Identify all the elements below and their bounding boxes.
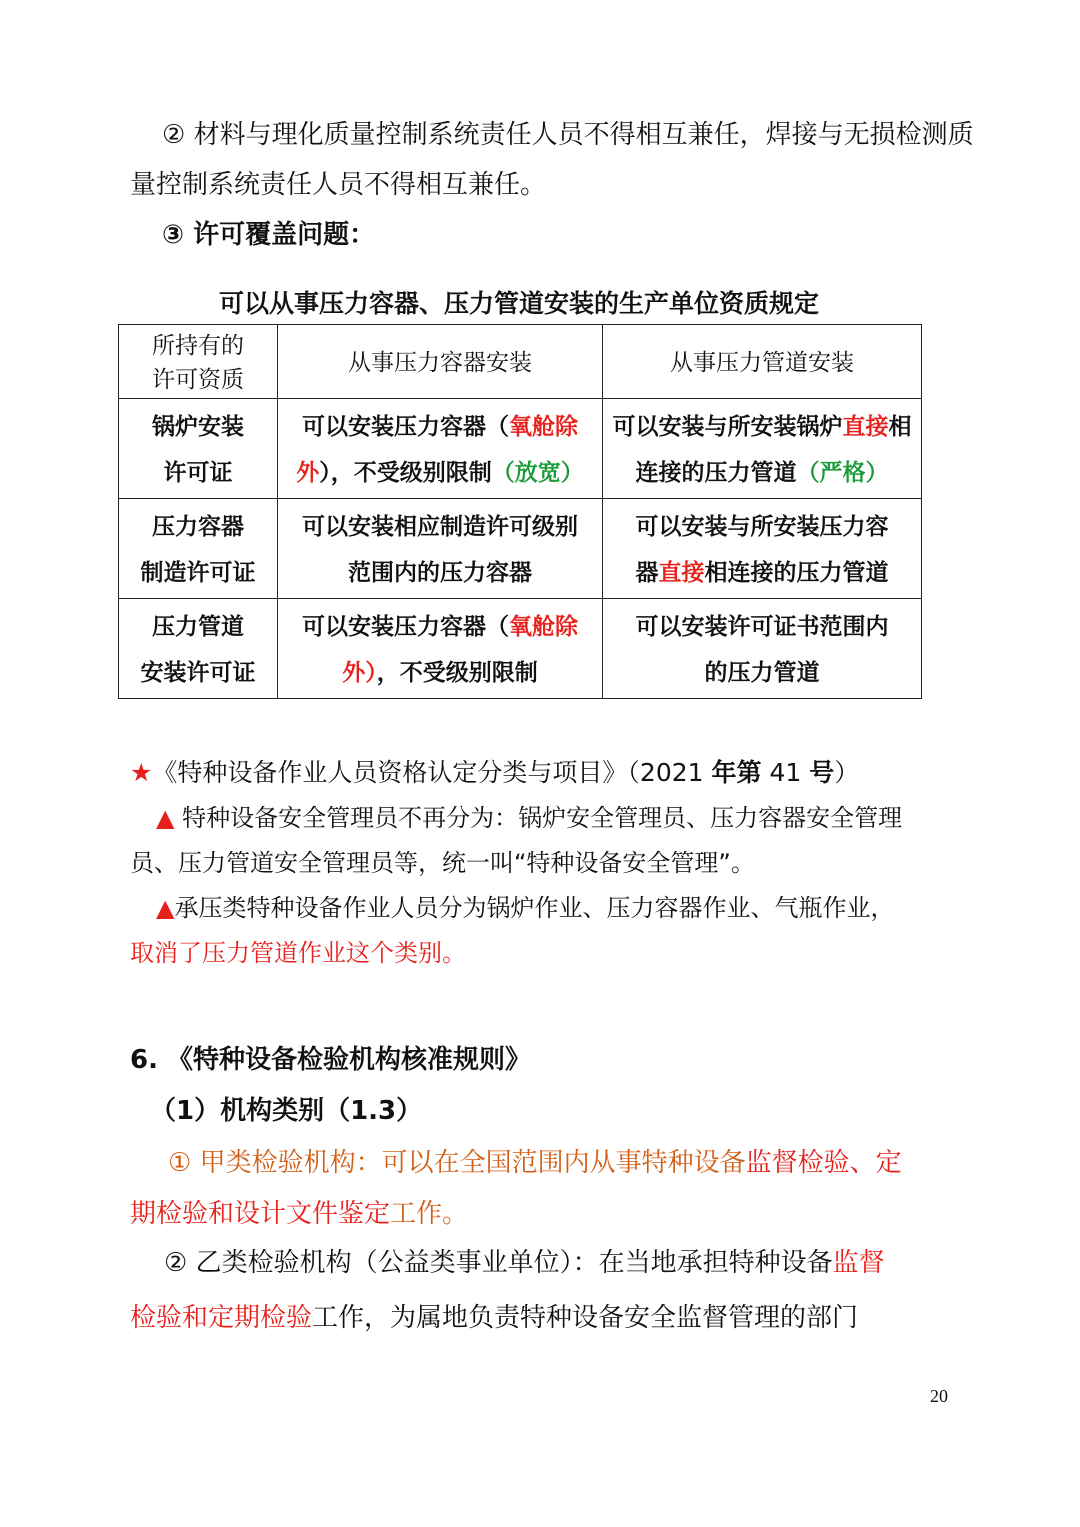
table-row [119,499,922,599]
notice-p1-line1: ▲ 特种设备安全管理员不再分为：锅炉安全管理员、压力容器安全管理 [156,804,903,832]
page-number: 20 [930,1386,948,1406]
section6-heading: 6. 《特种设备检验机构核准规则》 [130,1045,532,1075]
class-a-line1: ① 甲类检验机构：可以在全国范围内从事特种设备监督检验、定 [168,1148,902,1178]
row-vessel-mfg-pipe-cell: 可以安装与所安装压力容 器直接相连接的压力管道 [603,499,922,599]
table-caption: 可以从事压力容器、压力管道安装的生产单位资质规定 [218,289,819,318]
table-row [119,599,922,699]
class-a-line2: 期检验和设计文件鉴定工作。 [130,1199,469,1229]
row-boiler-license: 锅炉安装 许可证 [119,399,278,499]
item3-heading [162,222,375,248]
row-pipe-install-vessel-cell: 可以安装压力容器（氧舱除 外），不受级别限制 [278,599,603,699]
qualification-table [118,324,922,699]
triangle-icon: ▲ [156,804,175,832]
row-vessel-mfg-vessel-cell: 可以安装相应制造许可级别 范围内的压力容器 [278,499,603,599]
item3-text: 许可覆盖问题： [193,220,376,250]
notice-p2-line1: ▲承压类特种设备作业人员分为锅炉作业、压力容器作业、气瓶作业， [156,894,895,922]
row-boiler-pipe-cell: 可以安装与所安装锅炉直接相 连接的压力管道（严格） [603,399,922,499]
header-cell-vessel-install: 从事压力容器安装 [278,325,603,399]
class-b-line2: 检验和定期检验工作，为属地负责特种设备安全监督管理的部门 [130,1303,859,1333]
circled-2-marker: ② [162,120,186,150]
table-row [119,399,922,499]
item2-text: 材料与理化质量控制系统责任人员不得相互兼任，焊接与无损检测质 [193,120,974,150]
section6-subheading: （1）机构类别（1.3） [150,1096,423,1126]
circled-2-marker: ② [164,1248,188,1278]
notice-p2-line2: 取消了压力管道作业这个类别。 [130,939,466,967]
star-icon: ★ [130,758,153,787]
notice-p1-line2: 员、压力管道安全管理员等，统一叫“特种设备安全管理”。 [130,849,755,877]
header-cell-qualification: 所持有的 许可资质 [119,325,278,399]
row-pipe-install-pipe-cell: 可以安装许可证书范围内 的压力管道 [603,599,922,699]
item2-line1 [162,122,974,148]
header-cell-pipe-install: 从事压力管道安装 [603,325,922,399]
table-header-row [119,325,922,399]
class-b-line1: ② 乙类检验机构（公益类事业单位）：在当地承担特种设备监督 [164,1248,885,1278]
row-boiler-vessel-cell: 可以安装压力容器（氧舱除 外），不受级别限制（放宽） [278,399,603,499]
triangle-icon: ▲ [156,894,175,922]
circled-1-marker: ① [168,1148,192,1178]
row-vessel-mfg-license: 压力容器 制造许可证 [119,499,278,599]
notice-title: ★《特种设备作业人员资格认定分类与项目》（2021 年第 41 号） [130,758,860,787]
circled-3-marker: ③ [162,220,185,250]
item2-line2: 量控制系统责任人员不得相互兼任。 [130,170,547,200]
row-pipe-install-license: 压力管道 安装许可证 [119,599,278,699]
